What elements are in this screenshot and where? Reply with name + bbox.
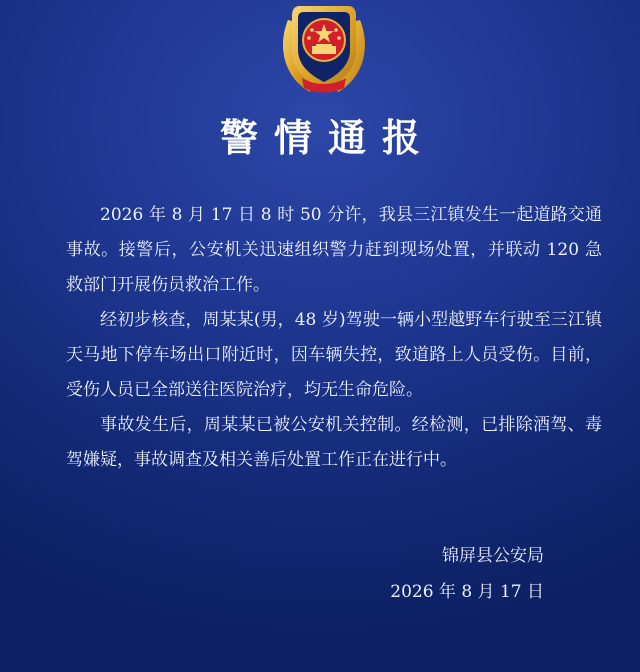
police-badge-icon (274, 0, 374, 104)
notice-title: 警情通报 (219, 116, 436, 160)
signature-block (344, 538, 544, 610)
notice-body (66, 198, 602, 478)
notice-paragraph: 事故发生后，周某某已被公安机关控制。经检测，已排除酒驾、毒驾嫌疑，事故调查及相关善后处置工作正在进行中。 (66, 415, 602, 470)
notice-paragraph: 2026 年 8 月 17 日 8 时 50 分许，我县三江镇发生一起道路交通事故。接警后，公安机关迅速组织警力赶到现场处置，并联动 120 急救部门开展伤员救治工作。 (66, 205, 602, 295)
notice-paragraph: 经初步核查，周某某(男，48 岁)驾驶一辆小型越野车行驶至三江镇天马地下停车场出口附近时，因车辆失控，致道路上人员受伤。目前，受伤人员已全部送往医院治疗，均无生命危险。 (66, 310, 602, 400)
signature-org: 锦屏县公安局 (442, 546, 544, 566)
signature-date: 2026 年 8 月 17 日 (390, 582, 544, 602)
